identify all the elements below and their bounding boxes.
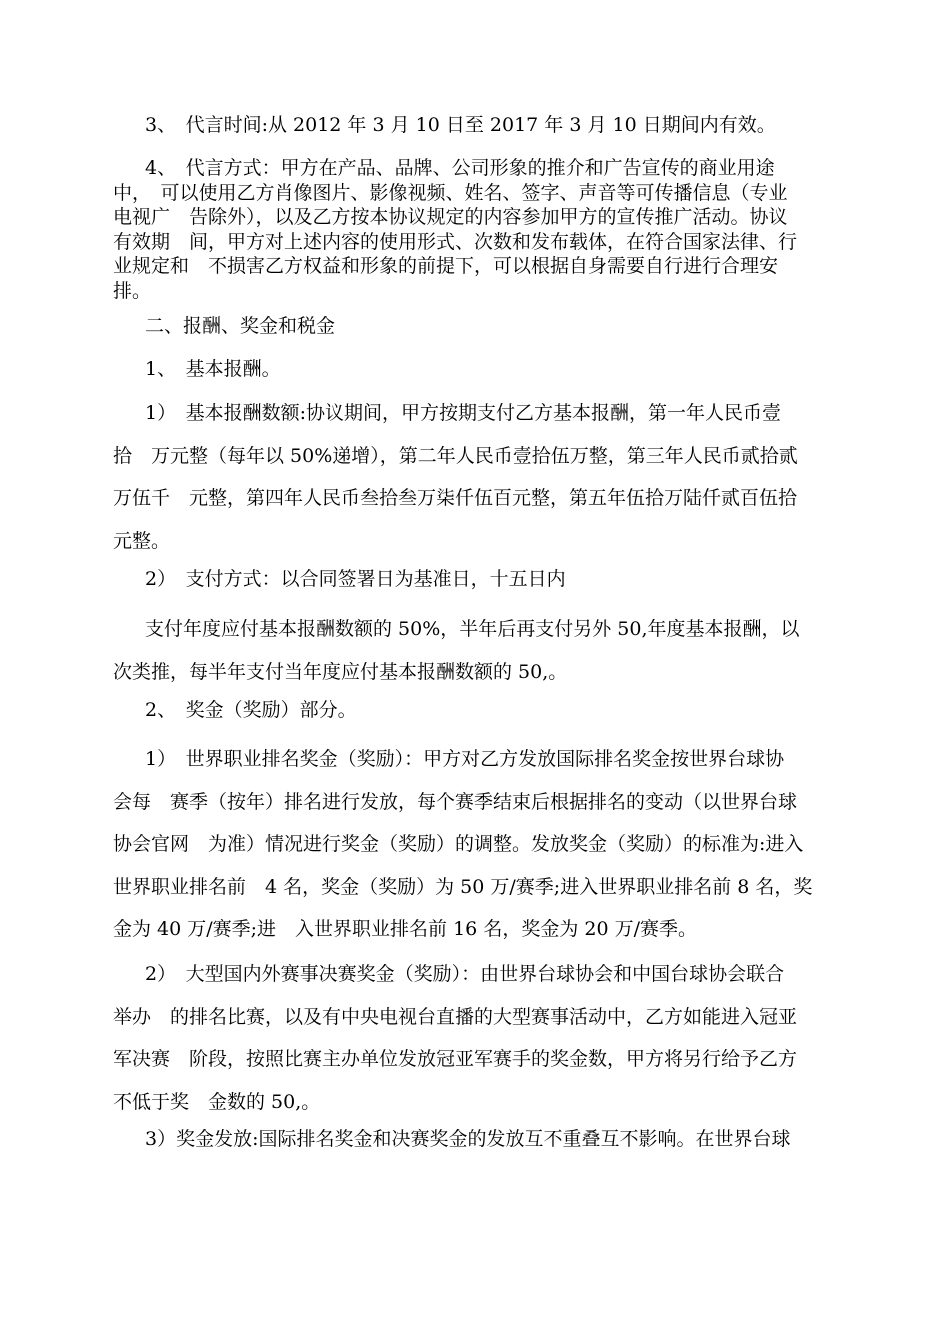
text-line: 举办 的排名比赛，以及有中央电视台直播的大型赛事活动中，乙方如能进入冠亚 <box>113 1005 798 1028</box>
text-line: 3）奖金发放:国际排名奖金和决赛奖金的发放互不重叠互不影响。在世界台球 <box>145 1128 791 1150</box>
text-line: 万伍千 元整，第四年人民币叁拾叁万柒仟伍百元整，第五年伍拾万陆仟贰百伍拾 <box>113 487 798 509</box>
subheading-basic-remuneration <box>113 354 843 381</box>
text-line: 协会官网 为准）情况进行奖金（奖励）的调整。发放奖金（奖励）的标准为:进入 <box>113 833 804 855</box>
text-line: 拾 万元整（每年以 50%递增），第二年人民币壹拾伍万整，第三年人民币贰拾贰 <box>113 444 798 467</box>
text-line: 1） 基本报酬数额:协议期间，甲方按期支付乙方基本报酬，第一年人民币壹 <box>145 402 781 424</box>
text-line: 2） 大型国内外赛事决赛奖金（奖励）：由世界台球协会和中国台球协会联合 <box>145 963 785 985</box>
clause-remuneration-amount <box>113 392 843 562</box>
clause-bonus-distribution <box>113 1124 843 1151</box>
clause-endorsement-period <box>113 110 843 137</box>
clause-payment-method <box>113 564 843 591</box>
text-line: 排。 <box>113 279 152 302</box>
text-line: 金为 40 万/赛季;进 入世界职业排名前 16 名，奖金为 20 万/赛季。 <box>113 918 697 940</box>
text-line: 1） 世界职业排名奖金（奖励）：甲方对乙方发放国际排名奖金按世界台球协 <box>145 748 785 770</box>
section-heading-remuneration <box>113 311 843 338</box>
clause-final-bonus <box>113 953 843 1123</box>
text-line: 会每 赛季（按年）排名进行发放，每个赛季结束后根据排名的变动（以世界台球 <box>113 790 798 813</box>
text-line: 不低于奖 金数的 50,。 <box>113 1090 321 1113</box>
text-line: 1、 基本报酬。 <box>145 358 281 380</box>
text-line: 元整。 <box>113 529 171 552</box>
text-line: 2、 奖金（奖励）部分。 <box>145 699 357 721</box>
text-line: 中， 可以使用乙方肖像图片、影像视频、姓名、签字、声音等可传播信息（专业 <box>113 181 788 204</box>
text-line: 世界职业排名前 4 名，奖金（奖励）为 50 万/赛季;进入世界职业排名前 8 名，奖 <box>113 875 813 898</box>
text-line: 电视广 告除外），以及乙方按本协议规定的内容参加甲方的宣传推广活动。协议 <box>113 206 788 228</box>
text-line: 支付年度应付基本报酬数额的 50%，半年后再支付另外 50,年度基本报酬，以 <box>145 618 800 640</box>
text-line: 二、报酬、奖金和税金 <box>145 315 336 337</box>
text-line: 次类推，每半年支付当年度应付基本报酬数额的 50,。 <box>113 660 568 683</box>
clause-ranking-bonus <box>113 738 843 951</box>
text-line: 有效期 间，甲方对上述内容的使用形式、次数和发布载体，在符合国家法律、行 <box>113 230 798 253</box>
subheading-bonus <box>113 695 843 722</box>
clause-payment-schedule <box>113 608 843 693</box>
text-line: 3、 代言时间:从 2012 年 3 月 10 日至 2017 年 3 月 10 日期间内有效。 <box>145 114 776 136</box>
clause-endorsement-method <box>113 156 843 303</box>
text-line: 2） 支付方式：以合同签署日为基准日，十五日内 <box>145 568 566 590</box>
text-line: 4、 代言方式：甲方在产品、品牌、公司形象的推介和广告宣传的商业用途 <box>145 157 775 179</box>
text-line: 军决赛 阶段，按照比赛主办单位发放冠亚军赛手的奖金数，甲方将另行给予乙方 <box>113 1048 798 1070</box>
text-line: 业规定和 不损害乙方权益和形象的前提下，可以根据自身需要自行进行合理安 <box>113 255 779 277</box>
